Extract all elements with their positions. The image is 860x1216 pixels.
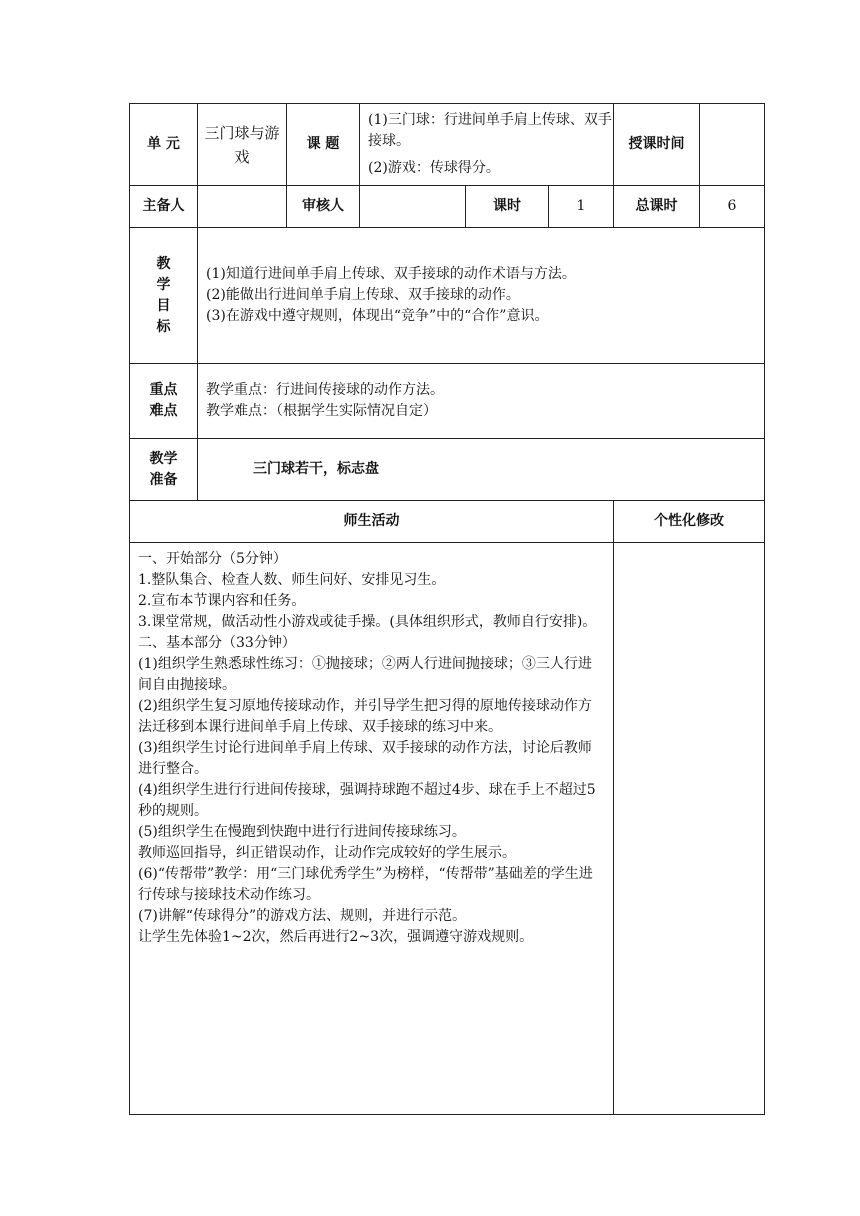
total-label: 总课时: [614, 186, 700, 228]
prep-content: 三门球若干，标志盘: [198, 439, 765, 501]
prep-label-line: 准备: [149, 471, 178, 488]
reviewer-value: [360, 186, 466, 228]
personal-notes: [614, 543, 765, 1115]
period-value: 1: [549, 186, 614, 228]
activity-header-row: [130, 501, 765, 543]
topic-label: 课 题: [287, 104, 360, 186]
unit-label: 单 元: [130, 104, 198, 186]
goals-content: [198, 228, 765, 364]
staff-row: [130, 186, 765, 228]
goal-item: (3)在游戏中遵守规则，体现出“竞争”中的“合作”意识。: [206, 308, 549, 324]
focus-row: [130, 364, 765, 439]
focus-content: [198, 364, 765, 439]
topic-line: (2)游戏：传球得分。: [368, 160, 500, 176]
topic-value: [360, 104, 614, 186]
lesson-plan-table: [129, 103, 765, 1115]
goals-row: [130, 228, 765, 364]
focus-label-line: 难点: [149, 403, 178, 419]
period-label: 课时: [466, 186, 549, 228]
activity-row: [130, 543, 765, 1115]
focus-label: [130, 364, 198, 439]
time-label: 授课时间: [614, 104, 700, 186]
goals-label-char: 学: [156, 276, 171, 293]
goal-item: (1)知道行进间单手肩上传球、双手接球的动作术语与方法。: [206, 266, 576, 282]
activity-line: 一、开始部分（5分钟）: [138, 551, 287, 567]
goals-label-char: 目: [156, 297, 171, 314]
reviewer-label: 审核人: [287, 186, 360, 228]
preparer-value: [198, 186, 287, 228]
prep-row: [130, 439, 765, 501]
topic-line: (1)三门球：行进间单手肩上传球、双手接球。: [368, 112, 612, 149]
activity-line: (6)“传帮带”教学：用“三门球优秀学生”为榜样，“传帮带”基础差的学生进行传球与接球技术动作练习。: [138, 866, 593, 903]
preparer-label: 主备人: [130, 186, 198, 228]
goal-item: (2)能做出行进间单手肩上传球、双手接球的动作。: [206, 287, 520, 303]
activity-line: 让学生先体验1~2次，然后再进行2~3次，强调遵守游戏规则。: [138, 929, 534, 945]
prep-label: [130, 439, 198, 501]
activity-line: (2)组织学生复习原地传接球动作，并引导学生把习得的原地传接球动作方法迁移到本课行进间单手肩上传球、双手接球的练习中来。: [138, 698, 592, 735]
activity-line: (7)讲解“传球得分”的游戏方法、规则，并进行示范。: [138, 908, 467, 924]
goals-label-char: 标: [156, 318, 171, 335]
prep-label-line: 教学: [149, 450, 178, 467]
activity-line: (3)组织学生讨论行进间单手肩上传球、双手接球的动作方法，讨论后教师进行整合。: [138, 740, 592, 777]
goals-label-char: 教: [156, 255, 171, 272]
activity-line: 3.课堂常规，做活动性小游戏或徒手操。(具体组织形式，教师自行安排)。: [138, 614, 597, 630]
activity-line: (1)组织学生熟悉球性练习：①抛接球；②两人行进间抛接球；③三人行进间自由抛接球。: [138, 656, 592, 693]
total-value: 6: [700, 186, 765, 228]
focus-line: 教学难点：（根据学生实际情况自定）: [206, 403, 437, 419]
activity-line: 二、基本部分（33分钟）: [138, 635, 296, 651]
focus-label-line: 重点: [149, 382, 178, 398]
personal-header: 个性化修改: [614, 501, 765, 543]
activity-list: [130, 543, 614, 1115]
header-row: [130, 104, 765, 186]
activity-header: 师生活动: [130, 501, 614, 543]
activity-line: (4)组织学生进行行进间传接球，强调持球跑不超过4步、球在手上不超过5秒的规则。: [138, 782, 596, 819]
focus-line: 教学重点：行进间传接球的动作方法。: [206, 382, 444, 398]
activity-line: (5)组织学生在慢跑到快跑中进行行进间传接球练习。: [138, 824, 466, 840]
time-value: [700, 104, 765, 186]
activity-line: 2.宣布本节课内容和任务。: [138, 593, 306, 609]
goals-label: [130, 228, 198, 364]
unit-value: 三门球与游戏: [198, 104, 287, 186]
activity-line: 1.整队集合、检查人数、师生问好、安排见习生。: [138, 572, 446, 588]
activity-line: 教师巡回指导，纠正错误动作，让动作完成较好的学生展示。: [138, 845, 516, 861]
